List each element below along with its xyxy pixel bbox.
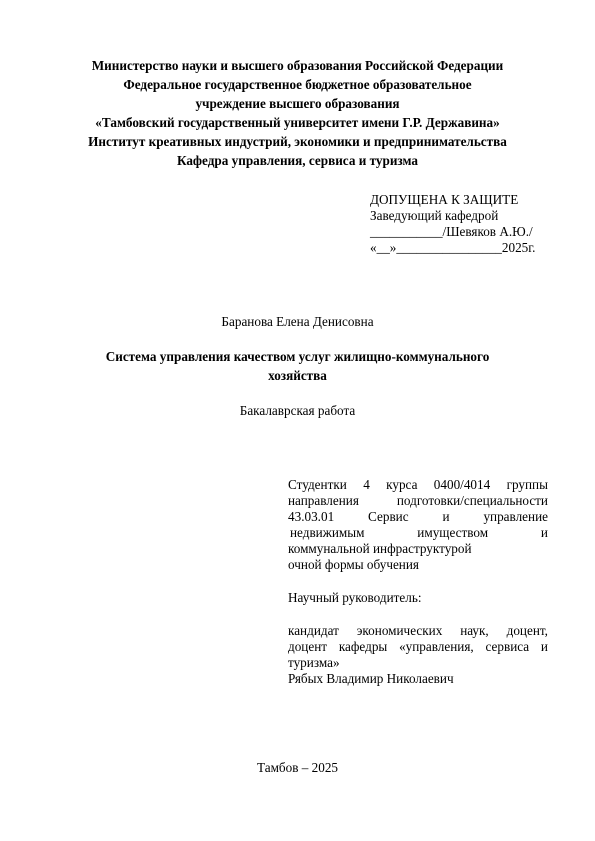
supervisor-heading: Научный руководитель:: [288, 590, 422, 605]
word: курса: [386, 477, 418, 492]
city-year: Тамбов – 2025: [256, 760, 339, 775]
supervisor-line: туризма»: [288, 655, 340, 670]
student-info-line: [288, 493, 548, 509]
student-info-line: очной формы обучения: [288, 557, 419, 572]
word: доцент,: [506, 623, 548, 638]
word: 4: [363, 477, 370, 492]
approval-line: ДОПУЩЕНА К ЗАЩИТЕ: [370, 192, 519, 207]
word: и: [540, 639, 548, 654]
student-info-line: [288, 477, 548, 493]
word: Студентки: [288, 477, 347, 492]
student-info-block: [288, 477, 548, 687]
institution-header: [60, 56, 535, 170]
header-line: учреждение высшего образования: [195, 96, 400, 111]
word: недвижимым: [290, 525, 365, 540]
supervisor-name: Рябых Владимир Николаевич: [288, 671, 454, 686]
header-line: Кафедра управления, сервиса и туризма: [176, 153, 419, 168]
student-info-line: коммунальной инфраструктурой: [288, 541, 472, 556]
approval-line: ___________/Шевяков А.Ю./: [370, 224, 533, 239]
word: доцент: [288, 639, 328, 654]
word: наук,: [460, 623, 489, 638]
title-line: Система управления качеством услуг жилищно-коммунального: [105, 349, 490, 364]
student-info-line: [288, 509, 548, 525]
work-type: Бакалаврская работа: [239, 403, 356, 418]
word: имуществом: [417, 525, 489, 540]
word: направления: [288, 493, 359, 508]
thesis-title: [60, 347, 535, 385]
word: группы: [506, 477, 548, 492]
student-info-line: [288, 525, 548, 541]
spacer: [288, 573, 548, 590]
word: и: [540, 525, 548, 540]
header-line: Федеральное государственное бюджетное образовательное: [123, 77, 472, 92]
supervisor-line: [288, 623, 548, 639]
approval-line: Заведующий кафедрой: [370, 208, 499, 223]
header-line: «Тамбовский государственный университет имени Г.Р. Державина»: [95, 115, 500, 130]
author-name: Баранова Елена Денисовна: [221, 314, 374, 329]
word: кандидат: [288, 623, 339, 638]
header-line: Институт креативных индустрий, экономики и предпринимательства: [88, 134, 507, 149]
word: кафедры: [338, 639, 388, 654]
header-line: Министерство науки и высшего образования Российской Федерации: [91, 58, 504, 73]
word: «управления,: [399, 639, 474, 654]
word: 0400/4014: [433, 477, 491, 492]
supervisor-line: [288, 639, 548, 655]
word: Сервис: [368, 509, 409, 524]
word: сервиса: [485, 639, 530, 654]
word: экономических: [356, 623, 443, 638]
word: 43.03.01: [288, 509, 335, 524]
word: подготовки/специальности: [396, 493, 548, 508]
word: управление: [483, 509, 548, 524]
title-line: хозяйства: [268, 368, 327, 383]
approval-block: [370, 192, 570, 256]
approval-line: «__»________________2025г.: [370, 240, 536, 255]
spacer: [288, 606, 548, 623]
word: и: [442, 509, 450, 524]
